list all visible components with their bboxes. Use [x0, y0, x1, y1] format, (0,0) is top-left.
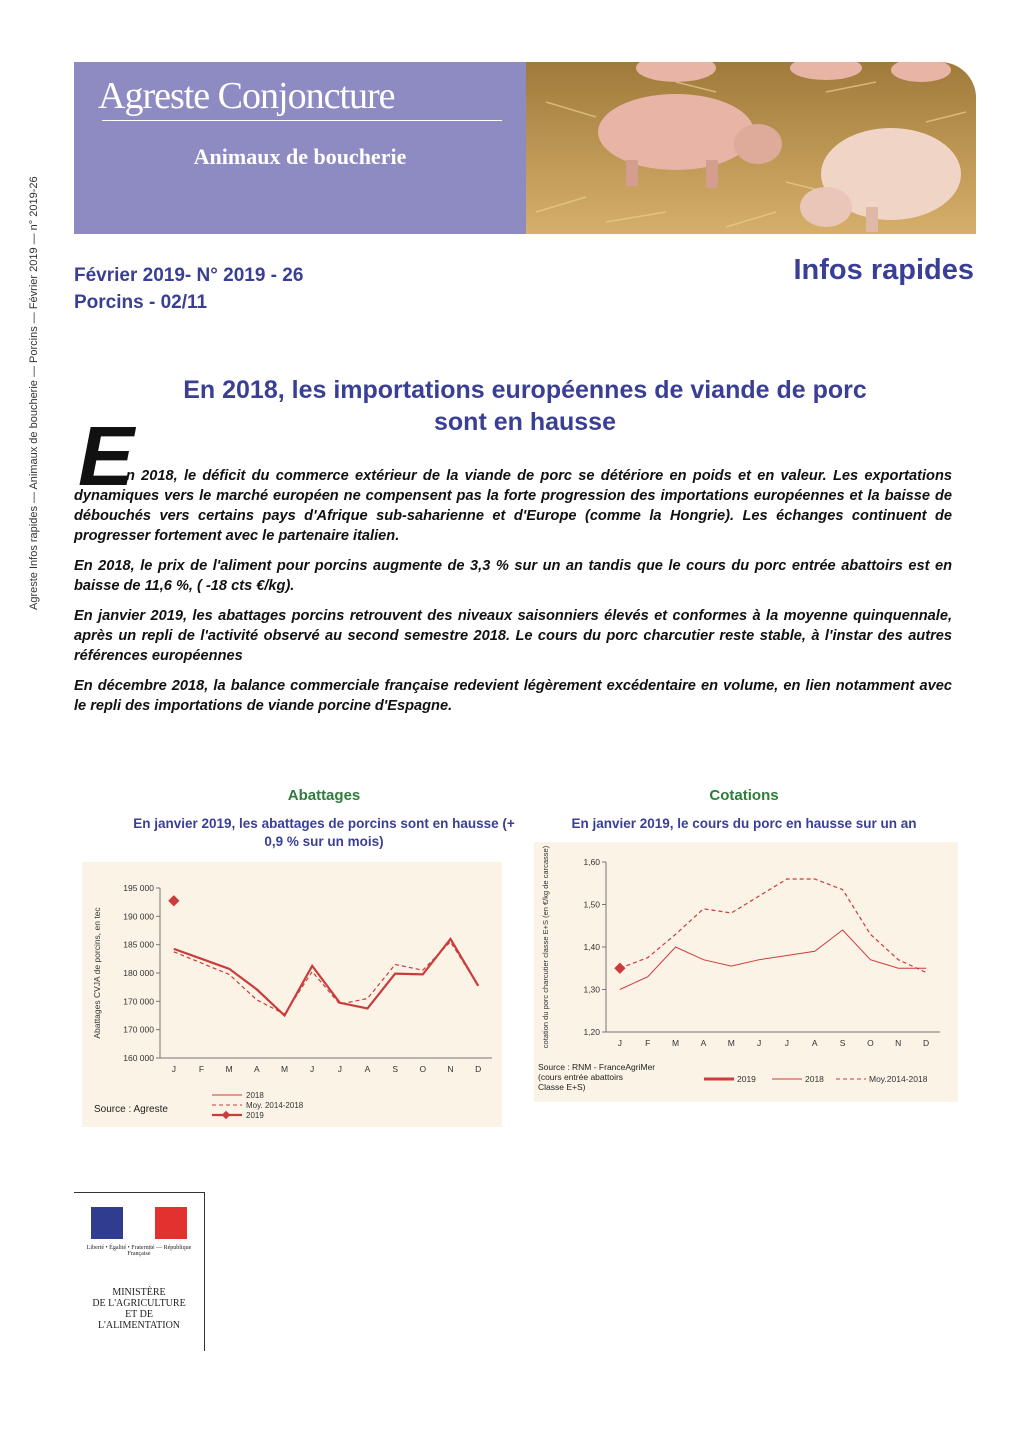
- ministry-logo: [74, 1192, 205, 1351]
- infos-rapides-label: Infos rapides: [793, 254, 974, 286]
- y-tick-label: 170 000: [123, 996, 154, 1007]
- headline-line1: En 2018, les importations européennes de viande de porc: [183, 376, 867, 404]
- series-2019-point: [614, 963, 625, 974]
- chart2-title: En janvier 2019, le cours du porc en hausse sur un an: [571, 816, 917, 831]
- x-tick-label: M: [727, 1038, 735, 1048]
- x-tick-label: A: [364, 1064, 371, 1074]
- chart1-title: En janvier 2019, les abattages de porcins sont en hausse (+ 0,9 % sur un mois): [133, 816, 515, 849]
- chart1-svg: [82, 862, 502, 1127]
- paragraph-2: En 2018, le prix de l'aliment pour porcins augmente de 3,3 % sur un an tandis que le cours du porc entrée abattoirs est en baisse de 11,6 %, ( -18 cts €/kg).: [74, 558, 952, 594]
- summary-text: [74, 466, 952, 726]
- x-tick-label: O: [867, 1038, 874, 1048]
- x-tick-label: J: [171, 1064, 176, 1074]
- x-tick-label: J: [784, 1038, 790, 1048]
- x-tick-label: A: [253, 1064, 260, 1074]
- y-tick-label: 180 000: [123, 968, 154, 978]
- legend-label: 2018: [805, 1074, 824, 1084]
- drop-cap: E: [78, 409, 135, 503]
- header-banner: [74, 62, 976, 234]
- x-tick-label: F: [198, 1064, 205, 1074]
- x-tick-label: M: [672, 1038, 680, 1048]
- y-tick-label: 190 000: [123, 911, 154, 922]
- side-reference: Agreste Infos rapides — Animaux de boucherie — Porcins — Février 2019 — n° 2019-26: [28, 176, 40, 610]
- chart2-heading: Cotations: [709, 787, 779, 804]
- brand-name: Agreste Conjoncture: [98, 75, 395, 117]
- headline: [110, 374, 940, 438]
- banner-brand-panel: [74, 62, 526, 234]
- x-tick-label: F: [645, 1038, 651, 1048]
- issue-topic: Porcins - 02/11: [74, 292, 208, 313]
- series-line-0: [174, 939, 478, 1016]
- x-tick-label: M: [280, 1064, 289, 1074]
- y-tick-label: 1,60: [583, 857, 600, 867]
- republique-label: Liberté • Égalité • Fraternité — République Française: [86, 1245, 192, 1257]
- y-tick-label: 1,30: [583, 984, 600, 995]
- chart2-panel: [534, 842, 958, 1102]
- series-line-2: [620, 879, 926, 973]
- series-line-1: [620, 930, 926, 990]
- legend-label: 2019: [246, 1111, 264, 1120]
- x-tick-label: S: [392, 1064, 399, 1074]
- y-tick-label: 160 000: [123, 1053, 154, 1063]
- legend-label: Moy.2014-2018: [869, 1074, 928, 1084]
- y-tick-label: 195 000: [123, 883, 154, 893]
- x-tick-label: J: [310, 1064, 315, 1074]
- ministry-name: MINISTÈRE DE L'AGRICULTURE ET DE L'ALIMENTATION: [92, 1287, 186, 1331]
- x-tick-label: O: [419, 1064, 427, 1074]
- pigs-photo: [526, 62, 976, 234]
- french-flag-icon: [91, 1207, 187, 1239]
- y-tick-label: 1,50: [583, 899, 600, 910]
- y-tick-label: 1,40: [583, 942, 600, 952]
- pigs-illustration: [526, 62, 976, 234]
- x-tick-label: J: [617, 1038, 623, 1048]
- x-tick-label: N: [447, 1064, 454, 1074]
- issue-number: Février 2019- N° 2019 - 26: [74, 265, 304, 286]
- x-tick-label: D: [475, 1064, 482, 1074]
- y-axis-label: Abattages CVJA de porcins, en tec: [92, 907, 102, 1039]
- x-tick-label: J: [337, 1064, 342, 1074]
- paragraph-1: n 2018, le déficit du commerce extérieur de la viande de porc se détériore en poids et en valeur. Les exportations dynamiques vers le marché européen ne compensent pas la forte progression des importations européennes et la baisse de débouchés vers certains pays d'Afrique sub-saharienne et d'Europe (comme la Hongrie). Les échanges continuent de progresser fortement avec le partenaire italien.: [74, 468, 952, 544]
- paragraph-4: En décembre 2018, la balance commerciale française redevient légèrement excédentaire en volume, en lien notamment avec le repli des importations de viande porcine d'Espagne.: [74, 678, 952, 714]
- x-tick-label: S: [839, 1038, 846, 1048]
- chart2-source: Source : RNM - FranceAgriMer (cours entrée abattoirs Classe E+S): [538, 1062, 656, 1092]
- chart1-panel: [82, 862, 502, 1127]
- x-tick-label: J: [756, 1038, 762, 1048]
- series-line-1: [174, 942, 478, 1014]
- x-tick-label: A: [700, 1038, 707, 1048]
- legend-label: Moy. 2014-2018: [246, 1101, 304, 1110]
- x-tick-label: A: [811, 1038, 818, 1048]
- x-tick-label: D: [923, 1038, 930, 1048]
- legend-label: 2019: [737, 1074, 756, 1084]
- y-tick-label: 170 000: [123, 1024, 154, 1035]
- x-tick-label: N: [895, 1038, 902, 1048]
- issue-meta: [74, 262, 303, 316]
- brand-underline: [102, 120, 502, 121]
- y-axis-label: cotation du porc charcutier classe E+S (en €/kg de carcasse): [541, 845, 550, 1049]
- legend-marker: [222, 1111, 230, 1119]
- banner-subtitle: Animaux de boucherie: [193, 144, 407, 169]
- y-tick-label: 1,20: [583, 1027, 600, 1037]
- paragraph-3: En janvier 2019, les abattages porcins retrouvent des niveaux saisonniers élevés et conformes à la moyenne quinquennale, après un repli de l'activité observé au second semestre 2018. Le cours du porc charcutier reste stable, à l'instar des autres références européennes: [74, 608, 952, 664]
- y-tick-label: 185 000: [123, 939, 154, 950]
- series-2019-point: [168, 895, 179, 906]
- x-tick-label: M: [225, 1064, 233, 1074]
- chart1-heading: Abattages: [287, 787, 361, 804]
- chart1-source: Source : Agreste: [94, 1104, 168, 1115]
- legend-label: 2018: [246, 1091, 264, 1100]
- chart2-svg: [534, 842, 958, 1102]
- headline-line2: sont en hausse: [434, 408, 616, 436]
